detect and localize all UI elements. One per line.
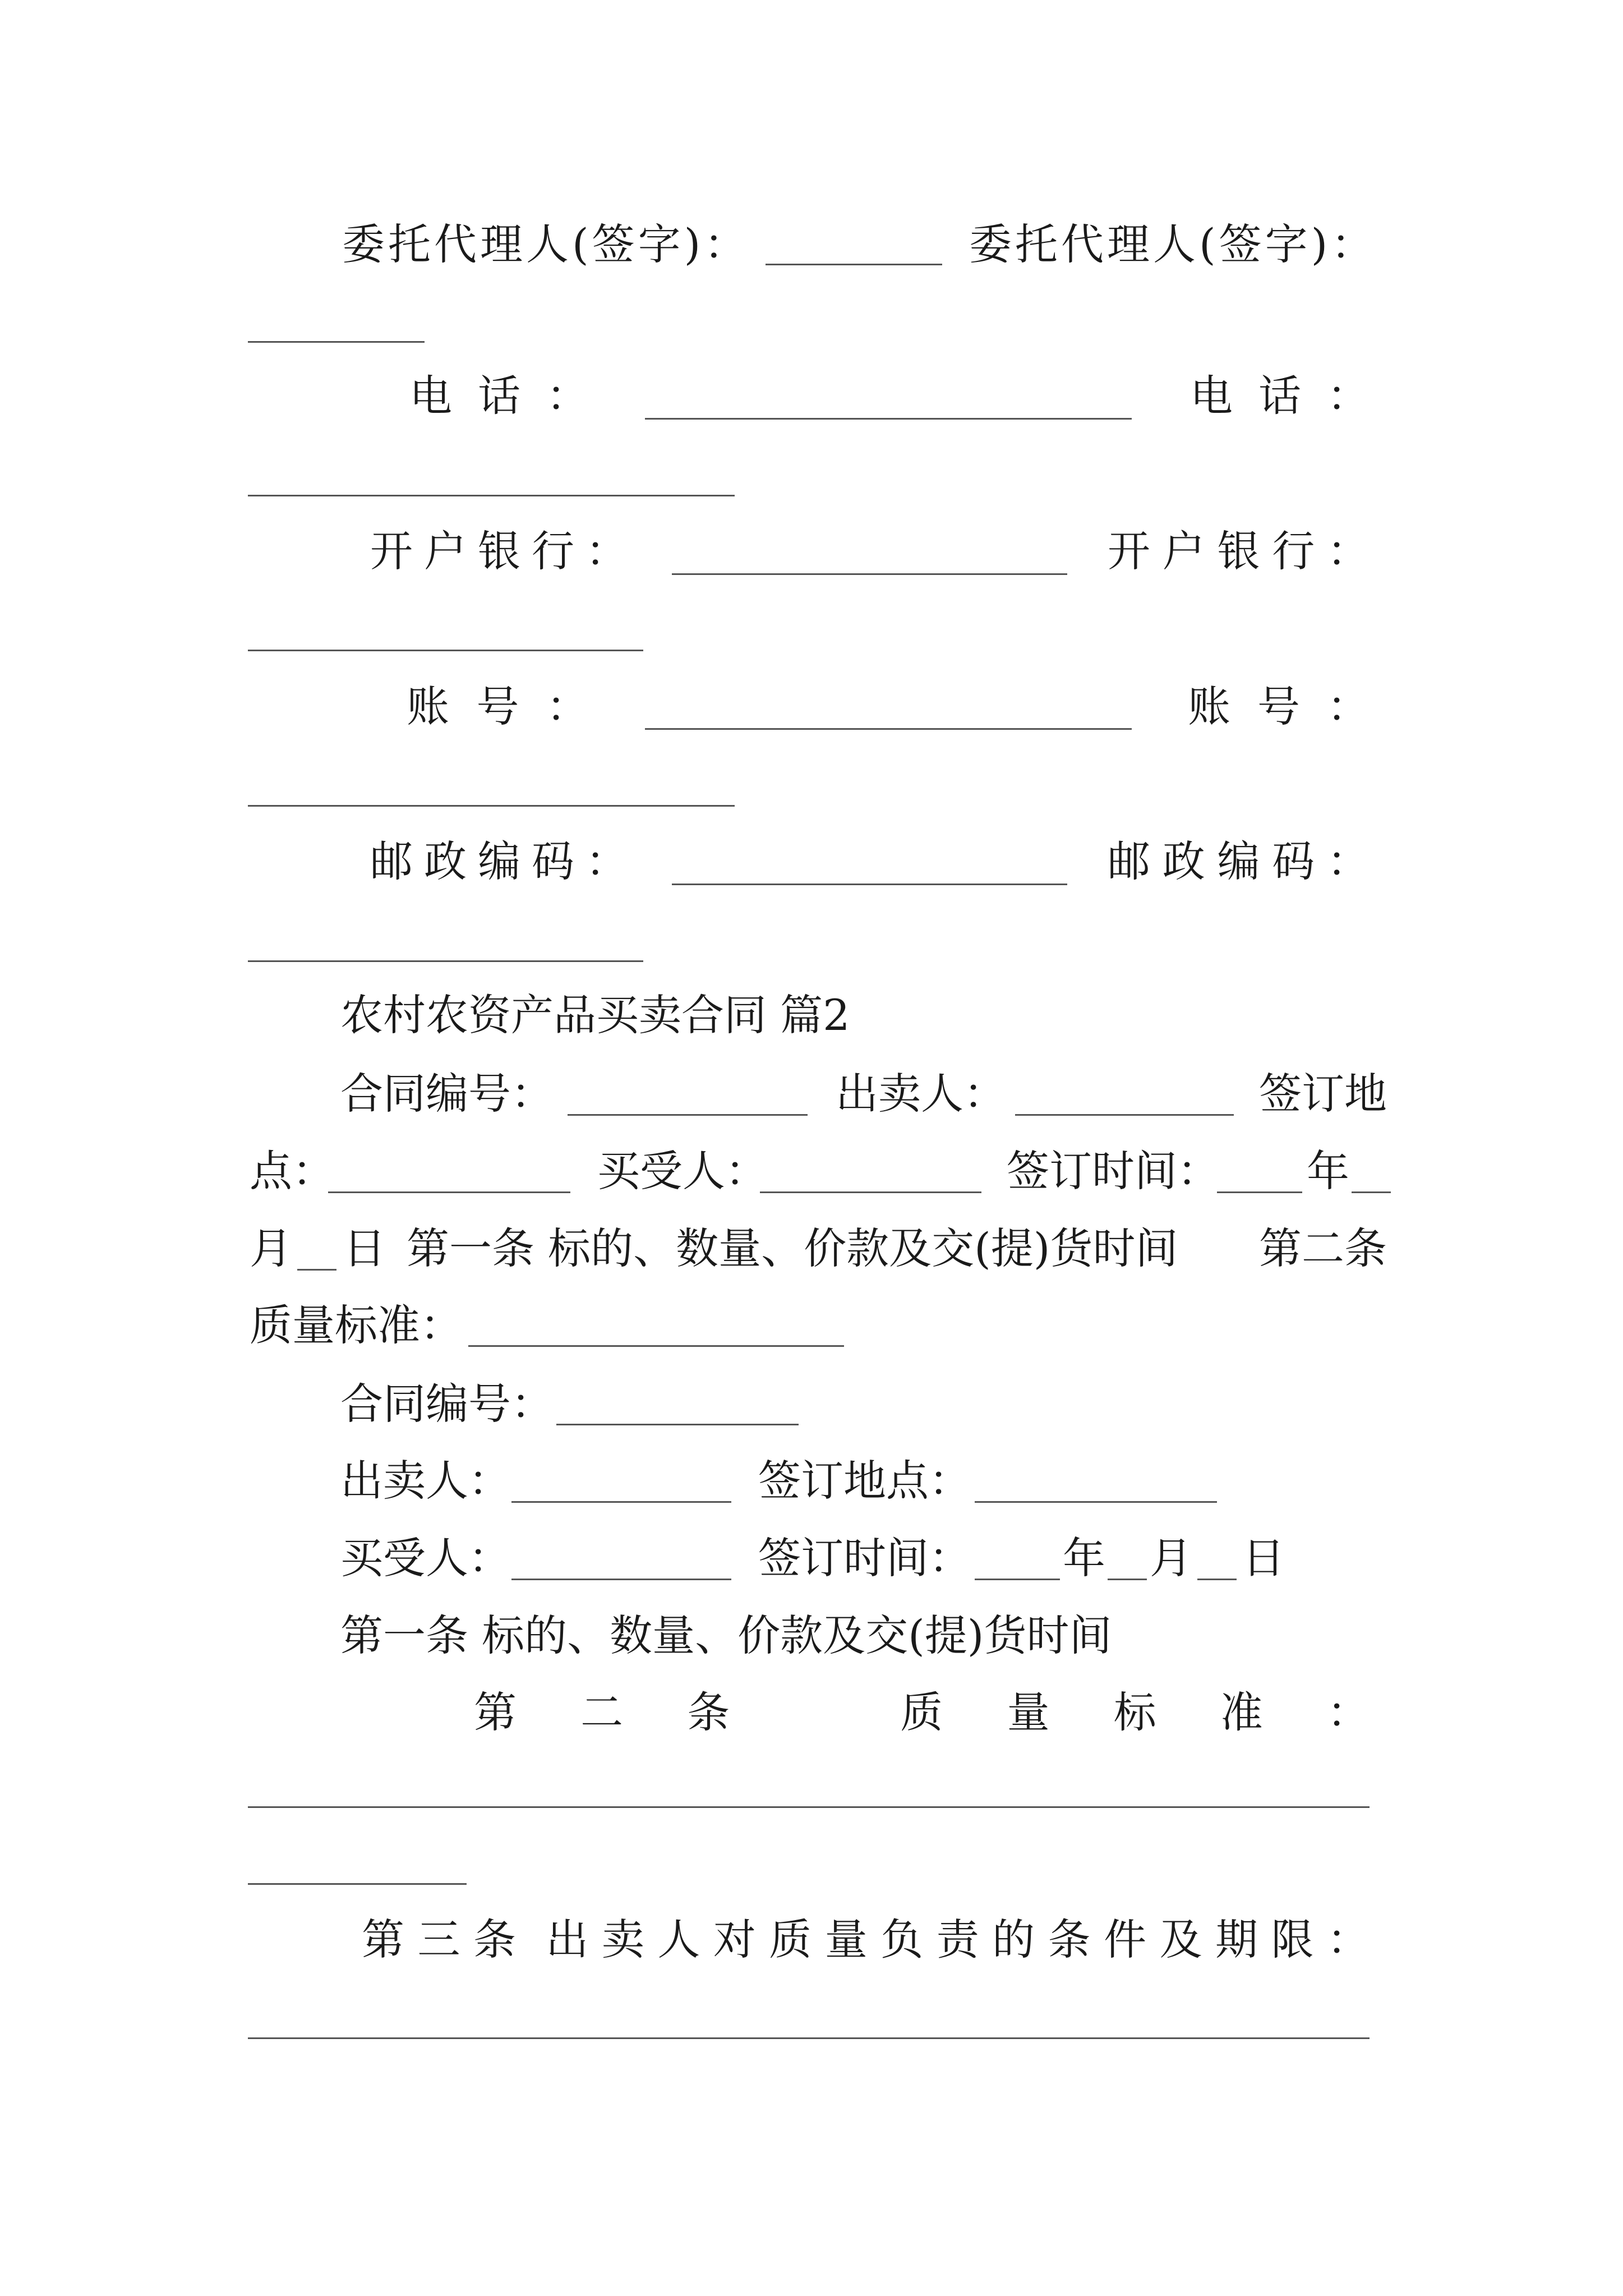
postcode-blank-left [672,884,1067,885]
sign-time-label: 签订时间： [1007,1146,1220,1196]
detail-sign-place-blank [975,1501,1217,1503]
phone-blank-left [645,418,1132,420]
detail-article1: 第一条 标的、数量、价款及交(提)货时间 [340,1611,1112,1660]
month-label: 月 [250,1223,292,1273]
detail-day-label: 日 [1242,1533,1285,1583]
buyer-blank [760,1191,981,1193]
detail-sign-place-label: 签订地点： [758,1456,971,1506]
seller-label: 出卖人： [836,1069,1006,1119]
postcode-blank-continued [248,960,643,962]
detail-article3: 第 三 条 出 卖 人 对 质 量 负 责 的 条 件 及 期 限 ： [362,1915,1370,1964]
contract-no-blank [568,1114,808,1116]
bank-blank-continued [248,650,643,651]
detail-seller-label: 出卖人： [340,1456,511,1506]
account-label-left: 账 号 ： [407,682,589,731]
sign-place-blank [328,1191,570,1193]
postcode-label-left: 邮 政 编 码 ： [370,836,628,886]
sign-month-blank [1352,1191,1391,1193]
agent-blank-continued [248,341,425,343]
phone-blank-continued [248,495,735,496]
seller-blank [1015,1114,1234,1116]
article2-prefix: 第二条 [1259,1223,1387,1273]
phone-label-left: 电 话 ： [409,371,589,421]
detail-sign-time-label: 签订时间： [758,1533,971,1583]
detail-day-blank [1197,1579,1237,1580]
day-label: 日 [343,1223,386,1273]
account-label-right: 账 号 ： [1188,682,1370,731]
detail-article2: 第 二 条 质 量 标 准 ： [474,1687,1370,1737]
detail-month-label: 月 [1150,1533,1192,1583]
bank-blank-left [672,573,1067,575]
detail-buyer-label: 买受人： [340,1533,511,1583]
postcode-label-right: 邮 政 编 码 ： [1108,836,1370,886]
detail-year-blank [975,1579,1060,1580]
agent-label-right: 委托代理人(签字)： [969,219,1377,269]
buyer-label: 买受人： [597,1146,768,1196]
article1-summary: 第一条 标的、数量、价款及交(提)货时间 [407,1223,1178,1273]
bank-label-right: 开 户 银 行 ： [1108,526,1370,576]
detail-seller-blank [511,1501,731,1503]
detail-article2-blank-line2 [248,1883,467,1885]
phone-label-right: 电 话 ： [1190,371,1370,421]
quality-standard-label: 质量标准： [250,1300,463,1350]
section-heading: 农村农资产品买卖合同 篇2 [340,990,850,1040]
sign-year-blank [1217,1191,1302,1193]
agent-label-left: 委托代理人(签字)： [342,219,750,269]
agent-blank-left [766,264,942,265]
sign-day-blank [297,1269,336,1271]
detail-year-label: 年 [1063,1533,1105,1583]
account-blank-left [645,728,1132,730]
detail-contract-no-label: 合同编号： [340,1379,554,1429]
sign-place-label-part2: 点： [250,1146,335,1196]
bank-label-left: 开 户 银 行 ： [370,526,628,576]
detail-article2-blank-line1 [248,1806,1370,1808]
detail-article3-blank-line1 [248,2037,1370,2039]
account-blank-continued [248,805,735,807]
detail-buyer-blank [511,1579,731,1580]
quality-standard-blank [468,1345,844,1347]
detail-contract-no-blank [556,1424,799,1425]
sign-place-label-part1: 签订地 [1259,1069,1387,1119]
detail-month-blank [1108,1579,1147,1580]
year-label: 年 [1307,1146,1349,1196]
contract-no-label: 合同编号： [340,1069,554,1119]
